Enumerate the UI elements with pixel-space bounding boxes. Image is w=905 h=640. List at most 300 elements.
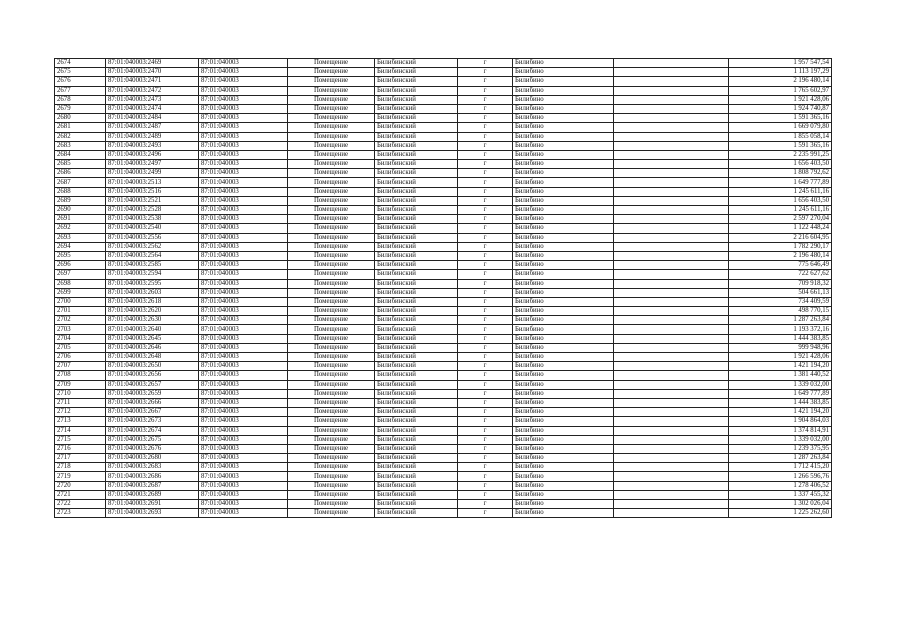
locality-name: Билибино: [513, 435, 614, 444]
empty-cell: [614, 481, 729, 490]
cadastral-number: 87:01:040003:2680: [106, 454, 199, 463]
cadastral-number: 87:01:040003:2521: [106, 196, 199, 205]
locality-name: Билибино: [513, 68, 614, 77]
row-number: 2690: [55, 206, 106, 215]
locality-type: г: [458, 398, 513, 407]
locality-type: г: [458, 261, 513, 270]
cadastral-number: 87:01:040003:2673: [106, 417, 199, 426]
cadastral-quarter: 87:01:040003: [199, 325, 288, 334]
table-row: [55, 435, 832, 444]
empty-cell: [614, 95, 729, 104]
row-number: 2721: [55, 490, 106, 499]
document-sheet: [54, 58, 832, 518]
cadastral-value: 1 339 032,00: [729, 435, 832, 444]
district: Билибинский: [375, 261, 458, 270]
table-row: [55, 77, 832, 86]
locality-name: Билибино: [513, 472, 614, 481]
locality-name: Билибино: [513, 114, 614, 123]
locality-type: г: [458, 114, 513, 123]
cadastral-number: 87:01:040003:2595: [106, 279, 199, 288]
district: Билибинский: [375, 380, 458, 389]
locality-name: Билибино: [513, 132, 614, 141]
cadastral-number: 87:01:040003:2667: [106, 408, 199, 417]
row-number: 2682: [55, 132, 106, 141]
district: Билибинский: [375, 426, 458, 435]
table-row: [55, 454, 832, 463]
locality-name: Билибино: [513, 270, 614, 279]
object-type: Помещение: [288, 68, 375, 77]
cadastral-value: 1 374 814,91: [729, 426, 832, 435]
locality-type: г: [458, 95, 513, 104]
object-type: Помещение: [288, 187, 375, 196]
cadastral-number: 87:01:040003:2513: [106, 178, 199, 187]
empty-cell: [614, 307, 729, 316]
cadastral-number: 87:01:040003:2691: [106, 500, 199, 509]
object-type: Помещение: [288, 123, 375, 132]
locality-name: Билибино: [513, 150, 614, 159]
table-row: [55, 481, 832, 490]
row-number: 2700: [55, 297, 106, 306]
cadastral-value: 504 661,13: [729, 288, 832, 297]
cadastral-value: 999 948,96: [729, 343, 832, 352]
row-number: 2706: [55, 353, 106, 362]
empty-cell: [614, 114, 729, 123]
object-type: Помещение: [288, 206, 375, 215]
district: Билибинский: [375, 114, 458, 123]
empty-cell: [614, 408, 729, 417]
table-row: [55, 297, 832, 306]
cadastral-value: 498 770,15: [729, 307, 832, 316]
cadastral-number: 87:01:040003:2620: [106, 307, 199, 316]
empty-cell: [614, 472, 729, 481]
object-type: Помещение: [288, 86, 375, 95]
row-number: 2680: [55, 114, 106, 123]
locality-type: г: [458, 362, 513, 371]
district: Билибинский: [375, 123, 458, 132]
object-type: Помещение: [288, 270, 375, 279]
locality-type: г: [458, 233, 513, 242]
empty-cell: [614, 242, 729, 251]
table-row: [55, 279, 832, 288]
locality-name: Билибино: [513, 417, 614, 426]
cadastral-quarter: 87:01:040003: [199, 297, 288, 306]
locality-type: г: [458, 196, 513, 205]
locality-type: г: [458, 288, 513, 297]
cadastral-value: 1 302 026,04: [729, 500, 832, 509]
cadastral-number: 87:01:040003:2650: [106, 362, 199, 371]
object-type: Помещение: [288, 196, 375, 205]
empty-cell: [614, 270, 729, 279]
row-number: 2723: [55, 509, 106, 518]
district: Билибинский: [375, 160, 458, 169]
row-number: 2697: [55, 270, 106, 279]
locality-name: Билибино: [513, 288, 614, 297]
row-number: 2699: [55, 288, 106, 297]
locality-name: Билибино: [513, 297, 614, 306]
object-type: Помещение: [288, 316, 375, 325]
empty-cell: [614, 435, 729, 444]
locality-name: Билибино: [513, 500, 614, 509]
district: Билибинский: [375, 463, 458, 472]
object-type: Помещение: [288, 95, 375, 104]
locality-type: г: [458, 343, 513, 352]
locality-name: Билибино: [513, 371, 614, 380]
cadastral-number: 87:01:040003:2594: [106, 270, 199, 279]
row-number: 2717: [55, 454, 106, 463]
locality-name: Билибино: [513, 123, 614, 132]
locality-name: Билибино: [513, 490, 614, 499]
object-type: Помещение: [288, 261, 375, 270]
object-type: Помещение: [288, 334, 375, 343]
table-row: [55, 68, 832, 77]
object-type: Помещение: [288, 463, 375, 472]
district: Билибинский: [375, 224, 458, 233]
object-type: Помещение: [288, 472, 375, 481]
empty-cell: [614, 334, 729, 343]
empty-cell: [614, 68, 729, 77]
district: Билибинский: [375, 150, 458, 159]
cadastral-value: 1 278 406,52: [729, 481, 832, 490]
locality-name: Билибино: [513, 426, 614, 435]
cadastral-number: 87:01:040003:2693: [106, 509, 199, 518]
table-row: [55, 169, 832, 178]
table-row: [55, 417, 832, 426]
row-number: 2714: [55, 426, 106, 435]
cadastral-value: 2 235 991,25: [729, 150, 832, 159]
cadastral-value: 1 765 602,97: [729, 86, 832, 95]
table-row: [55, 398, 832, 407]
empty-cell: [614, 353, 729, 362]
cadastral-number: 87:01:040003:2564: [106, 251, 199, 260]
district: Билибинский: [375, 187, 458, 196]
cadastral-value: 1 287 263,84: [729, 454, 832, 463]
table-row: [55, 242, 832, 251]
locality-type: г: [458, 242, 513, 251]
locality-type: г: [458, 206, 513, 215]
object-type: Помещение: [288, 160, 375, 169]
district: Билибинский: [375, 362, 458, 371]
cadastral-value: 1 649 777,89: [729, 389, 832, 398]
locality-name: Билибино: [513, 353, 614, 362]
cadastral-number: 87:01:040003:2687: [106, 481, 199, 490]
district: Билибинский: [375, 417, 458, 426]
district: Билибинский: [375, 472, 458, 481]
empty-cell: [614, 141, 729, 150]
district: Билибинский: [375, 215, 458, 224]
district: Билибинский: [375, 206, 458, 215]
cadastral-number: 87:01:040003:2493: [106, 141, 199, 150]
cadastral-number: 87:01:040003:2540: [106, 224, 199, 233]
locality-type: г: [458, 389, 513, 398]
district: Билибинский: [375, 297, 458, 306]
district: Билибинский: [375, 178, 458, 187]
cadastral-number: 87:01:040003:2474: [106, 104, 199, 113]
table-row: [55, 500, 832, 509]
locality-name: Билибино: [513, 307, 614, 316]
row-number: 2707: [55, 362, 106, 371]
row-number: 2693: [55, 233, 106, 242]
empty-cell: [614, 454, 729, 463]
locality-name: Билибино: [513, 59, 614, 68]
cadastral-quarter: 87:01:040003: [199, 77, 288, 86]
locality-type: г: [458, 123, 513, 132]
empty-cell: [614, 371, 729, 380]
cadastral-quarter: 87:01:040003: [199, 215, 288, 224]
table-row: [55, 389, 832, 398]
locality-name: Билибино: [513, 316, 614, 325]
object-type: Помещение: [288, 490, 375, 499]
row-number: 2683: [55, 141, 106, 150]
locality-name: Билибино: [513, 160, 614, 169]
cadastral-value: 1 591 365,16: [729, 141, 832, 150]
cadastral-number: 87:01:040003:2469: [106, 59, 199, 68]
object-type: Помещение: [288, 242, 375, 251]
table-row: [55, 150, 832, 159]
cadastral-quarter: 87:01:040003: [199, 454, 288, 463]
district: Билибинский: [375, 141, 458, 150]
cadastral-value: 1 444 383,85: [729, 334, 832, 343]
empty-cell: [614, 169, 729, 178]
cadastral-value: 1 649 777,89: [729, 178, 832, 187]
object-type: Помещение: [288, 509, 375, 518]
cadastral-quarter: 87:01:040003: [199, 86, 288, 95]
locality-name: Билибино: [513, 77, 614, 86]
cadastral-quarter: 87:01:040003: [199, 132, 288, 141]
object-type: Помещение: [288, 353, 375, 362]
row-number: 2691: [55, 215, 106, 224]
cadastral-quarter: 87:01:040003: [199, 150, 288, 159]
cadastral-number: 87:01:040003:2497: [106, 160, 199, 169]
row-number: 2685: [55, 160, 106, 169]
object-type: Помещение: [288, 307, 375, 316]
object-type: Помещение: [288, 454, 375, 463]
table-row: [55, 472, 832, 481]
cadastral-number: 87:01:040003:2675: [106, 435, 199, 444]
row-number: 2694: [55, 242, 106, 251]
locality-type: г: [458, 104, 513, 113]
cadastral-value: 2 196 480,14: [729, 251, 832, 260]
cadastral-value: 1 591 365,16: [729, 114, 832, 123]
cadastral-number: 87:01:040003:2473: [106, 95, 199, 104]
row-number: 2719: [55, 472, 106, 481]
object-type: Помещение: [288, 343, 375, 352]
cadastral-quarter: 87:01:040003: [199, 426, 288, 435]
row-number: 2711: [55, 398, 106, 407]
cadastral-quarter: 87:01:040003: [199, 233, 288, 242]
object-type: Помещение: [288, 141, 375, 150]
locality-name: Билибино: [513, 509, 614, 518]
locality-type: г: [458, 435, 513, 444]
row-number: 2710: [55, 389, 106, 398]
locality-name: Билибино: [513, 444, 614, 453]
object-type: Помещение: [288, 500, 375, 509]
locality-name: Билибино: [513, 169, 614, 178]
locality-type: г: [458, 509, 513, 518]
object-type: Помещение: [288, 114, 375, 123]
locality-type: г: [458, 77, 513, 86]
cadastral-value: 722 627,62: [729, 270, 832, 279]
object-type: Помещение: [288, 178, 375, 187]
empty-cell: [614, 59, 729, 68]
cadastral-value: 734 409,59: [729, 297, 832, 306]
cadastral-value: 1 904 864,03: [729, 417, 832, 426]
locality-type: г: [458, 417, 513, 426]
locality-type: г: [458, 444, 513, 453]
cadastral-quarter: 87:01:040003: [199, 270, 288, 279]
empty-cell: [614, 86, 729, 95]
locality-name: Билибино: [513, 141, 614, 150]
locality-name: Билибино: [513, 380, 614, 389]
table-row: [55, 316, 832, 325]
object-type: Помещение: [288, 435, 375, 444]
cadastral-value: 1 421 194,20: [729, 362, 832, 371]
row-number: 2688: [55, 187, 106, 196]
district: Билибинский: [375, 104, 458, 113]
cadastral-value: 1 245 611,16: [729, 187, 832, 196]
cadastral-value: 1 444 383,85: [729, 398, 832, 407]
locality-name: Билибино: [513, 196, 614, 205]
row-number: 2722: [55, 500, 106, 509]
row-number: 2678: [55, 95, 106, 104]
locality-type: г: [458, 270, 513, 279]
empty-cell: [614, 417, 729, 426]
locality-name: Билибино: [513, 86, 614, 95]
locality-type: г: [458, 481, 513, 490]
locality-type: г: [458, 334, 513, 343]
object-type: Помещение: [288, 426, 375, 435]
object-type: Помещение: [288, 132, 375, 141]
cadastral-quarter: 87:01:040003: [199, 279, 288, 288]
district: Билибинский: [375, 398, 458, 407]
district: Билибинский: [375, 132, 458, 141]
table-row: [55, 380, 832, 389]
cadastral-quarter: 87:01:040003: [199, 490, 288, 499]
row-number: 2705: [55, 343, 106, 352]
locality-type: г: [458, 307, 513, 316]
cadastral-value: 1 193 372,16: [729, 325, 832, 334]
district: Билибинский: [375, 371, 458, 380]
locality-type: г: [458, 371, 513, 380]
table-row: [55, 463, 832, 472]
empty-cell: [614, 500, 729, 509]
district: Билибинский: [375, 169, 458, 178]
locality-type: г: [458, 160, 513, 169]
empty-cell: [614, 150, 729, 159]
object-type: Помещение: [288, 417, 375, 426]
cadastral-quarter: 87:01:040003: [199, 500, 288, 509]
row-number: 2703: [55, 325, 106, 334]
district: Билибинский: [375, 454, 458, 463]
district: Билибинский: [375, 59, 458, 68]
empty-cell: [614, 316, 729, 325]
object-type: Помещение: [288, 362, 375, 371]
district: Билибинский: [375, 95, 458, 104]
locality-type: г: [458, 215, 513, 224]
table-row: [55, 86, 832, 95]
cadastral-quarter: 87:01:040003: [199, 178, 288, 187]
district: Билибинский: [375, 343, 458, 352]
table-row: [55, 270, 832, 279]
locality-name: Билибино: [513, 233, 614, 242]
object-type: Помещение: [288, 224, 375, 233]
row-number: 2677: [55, 86, 106, 95]
row-number: 2674: [55, 59, 106, 68]
object-type: Помещение: [288, 77, 375, 86]
cadastral-number: 87:01:040003:2528: [106, 206, 199, 215]
cadastral-number: 87:01:040003:2618: [106, 297, 199, 306]
cadastral-number: 87:01:040003:2689: [106, 490, 199, 499]
cadastral-value: 709 918,32: [729, 279, 832, 288]
cadastral-number: 87:01:040003:2603: [106, 288, 199, 297]
locality-type: г: [458, 169, 513, 178]
object-type: Помещение: [288, 233, 375, 242]
object-type: Помещение: [288, 150, 375, 159]
cadastral-value: 2 216 604,95: [729, 233, 832, 242]
locality-type: г: [458, 316, 513, 325]
cadastral-quarter: 87:01:040003: [199, 463, 288, 472]
cadastral-number: 87:01:040003:2484: [106, 114, 199, 123]
object-type: Помещение: [288, 288, 375, 297]
row-number: 2708: [55, 371, 106, 380]
cadastral-quarter: 87:01:040003: [199, 261, 288, 270]
row-number: 2679: [55, 104, 106, 113]
table-row: [55, 353, 832, 362]
empty-cell: [614, 343, 729, 352]
object-type: Помещение: [288, 104, 375, 113]
cadastral-number: 87:01:040003:2645: [106, 334, 199, 343]
district: Билибинский: [375, 316, 458, 325]
locality-type: г: [458, 86, 513, 95]
cadastral-number: 87:01:040003:2538: [106, 215, 199, 224]
cadastral-quarter: 87:01:040003: [199, 123, 288, 132]
cadastral-number: 87:01:040003:2471: [106, 77, 199, 86]
locality-name: Билибино: [513, 206, 614, 215]
empty-cell: [614, 160, 729, 169]
locality-type: г: [458, 454, 513, 463]
table-row: [55, 371, 832, 380]
locality-name: Билибино: [513, 215, 614, 224]
cadastral-value: 1 855 058,14: [729, 132, 832, 141]
locality-type: г: [458, 59, 513, 68]
cadastral-value: 2 597 270,04: [729, 215, 832, 224]
row-number: 2701: [55, 307, 106, 316]
row-number: 2696: [55, 261, 106, 270]
table-row: [55, 224, 832, 233]
cadastral-quarter: 87:01:040003: [199, 169, 288, 178]
locality-type: г: [458, 463, 513, 472]
cadastral-quarter: 87:01:040003: [199, 371, 288, 380]
row-number: 2687: [55, 178, 106, 187]
table-row: [55, 206, 832, 215]
cadastral-quarter: 87:01:040003: [199, 509, 288, 518]
cadastral-number: 87:01:040003:2472: [106, 86, 199, 95]
empty-cell: [614, 196, 729, 205]
locality-type: г: [458, 150, 513, 159]
district: Билибинский: [375, 68, 458, 77]
empty-cell: [614, 77, 729, 86]
cadastral-value: 1 122 448,24: [729, 224, 832, 233]
empty-cell: [614, 362, 729, 371]
object-type: Помещение: [288, 371, 375, 380]
district: Билибинский: [375, 481, 458, 490]
table-row: [55, 408, 832, 417]
district: Билибинский: [375, 408, 458, 417]
empty-cell: [614, 463, 729, 472]
empty-cell: [614, 206, 729, 215]
cadastral-value: 1 245 611,16: [729, 206, 832, 215]
locality-type: г: [458, 490, 513, 499]
empty-cell: [614, 233, 729, 242]
